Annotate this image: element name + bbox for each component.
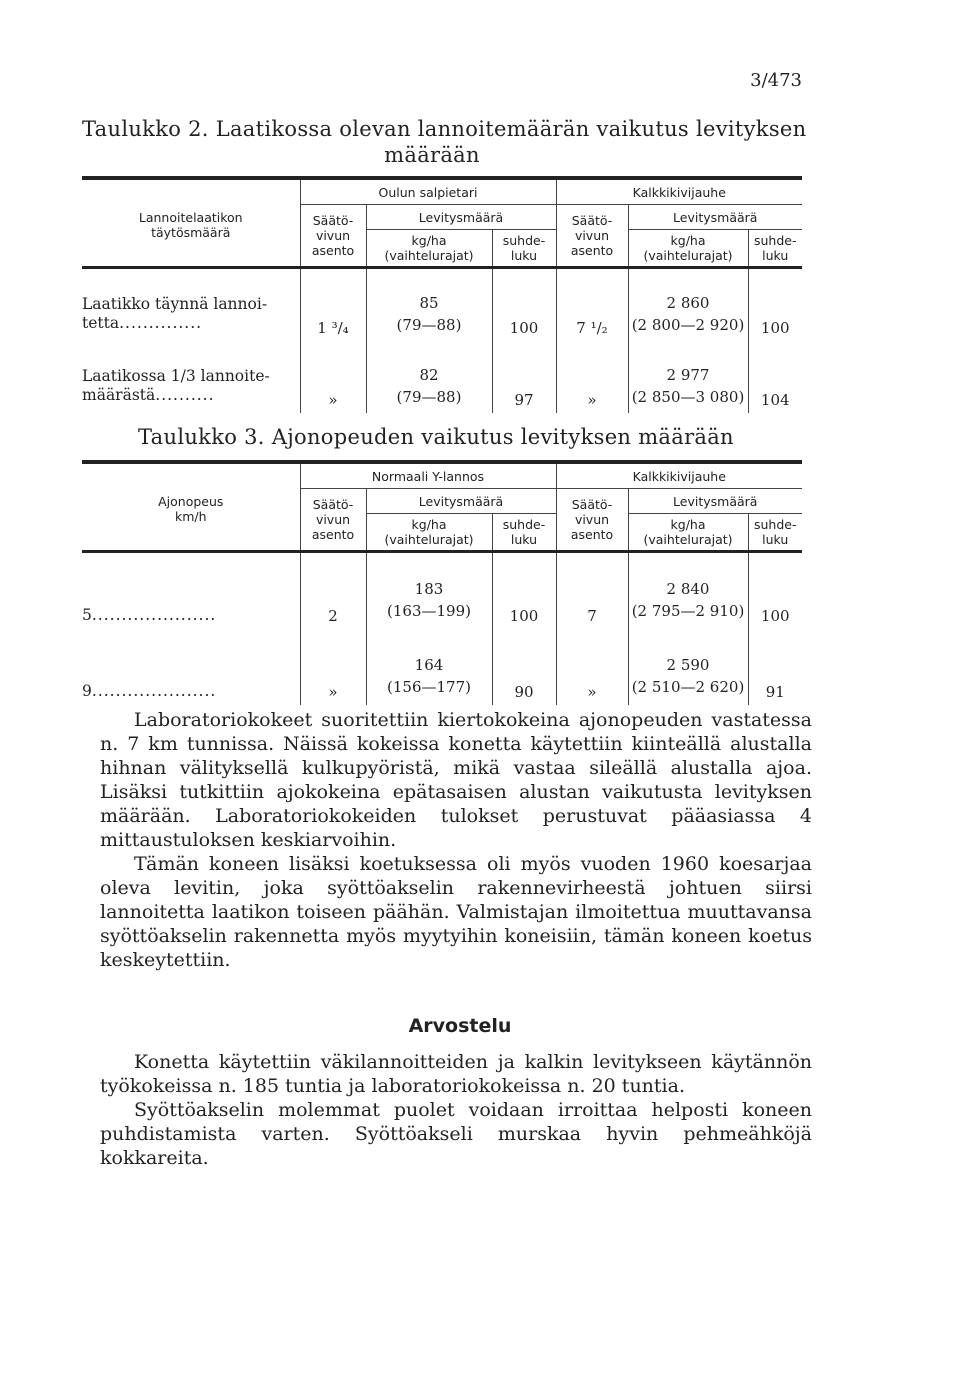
table2 — [82, 176, 802, 413]
table3-group1-header: Normaali Y-lannos — [300, 462, 556, 489]
table3-kgha-header-1: kg/ha (vaihtelurajat) — [366, 514, 492, 551]
table2-group2-header: Kalkkikivijauhe — [556, 178, 802, 205]
paragraph-feed-shaft: Syöttöakselin molemmat puolet voidaan irroittaa helposti koneen puhdistamista varten. Syöttöakseli murskaa hyvin pehmeähköjä kokkareita. — [100, 1099, 812, 1169]
table3-setting-header-1: Säätö- vivun asento — [300, 489, 366, 551]
table2-spread-header-2: Levitysmäärä — [628, 205, 802, 230]
table2-ratio-header-1: suhde- luku — [492, 230, 556, 267]
table3-ratio-header-1: suhde- luku — [492, 514, 556, 551]
table2-kgha-header-1: kg/ha (vaihtelurajat) — [366, 230, 492, 267]
table2-row-header: Lannoitelaatikon täytösmäärä — [138, 210, 243, 240]
table3-group2-header: Kalkkikivijauhe — [556, 462, 802, 489]
table2-setting-header-1: Säätö- vivun asento — [300, 205, 366, 267]
table2-title-line2: määrään — [384, 143, 480, 167]
table3-spread-header-2: Levitysmäärä — [628, 489, 802, 514]
table2-title-line1: Taulukko 2. Laatikossa olevan lannoitemäärän vaikutus levityksen — [82, 117, 807, 141]
table3-spread-header-1: Levitysmäärä — [366, 489, 556, 514]
section-heading: Arvostelu — [408, 1015, 512, 1037]
table3 — [82, 460, 802, 705]
table3-ratio-header-2: suhde- luku — [748, 514, 802, 551]
evaluation-text — [100, 1050, 812, 1170]
body-text — [100, 708, 812, 972]
table2-spread-header-1: Levitysmäärä — [366, 205, 556, 230]
table2-setting-header-2: Säätö- vivun asento — [556, 205, 628, 267]
page-number: 3/473 — [750, 70, 802, 91]
table2-title — [82, 116, 842, 168]
table2-kgha-header-2: kg/ha (vaihtelurajat) — [628, 230, 748, 267]
table3-kgha-header-2: kg/ha (vaihtelurajat) — [628, 514, 748, 551]
table-row: 9..................... » 164 (156—177) 90 » 2 590 (2 510—2 620) 91 — [82, 647, 802, 705]
table3-title: Taulukko 3. Ajonopeuden vaikutus levityksen määrään — [138, 425, 734, 449]
table-row: Laatikko täynnä lannoi- tetta.............. 1 ³/₄ 85 (79—88) 100 7 ¹/₂ 2 860 (2 800—2 920) 100 — [82, 287, 802, 341]
table-row: Laatikossa 1/3 lannoite- määrästä.......... » 82 (79—88) 97 » 2 977 (2 850—3 080) 104 — [82, 359, 802, 413]
paragraph-other-machine: Tämän koneen lisäksi koetuksessa oli myös vuoden 1960 koesarjaa oleva levitin, joka syöttöakselin rakennevirheestä johtuen siirsi lannoitetta laatikon toiseen päähän. Valmistajan ilmoitettua muuttavansa syöttöakselin rakennetta myös myytyihin koneisiin, tämän koneen koetus keskeytettiin. — [100, 853, 812, 971]
paragraph-lab-tests: Laboratoriokokeet suoritettiin kiertokokeina ajonopeuden vastatessa n. 7 km tunnissa. Näissä kokeissa konetta käytettiin kiinteällä alustalla hihnan välityksellä kulkupyöristä, mikä vastaa sileällä alustalla ajoa. Lisäksi tutkittiin ajokokeina epätasaisen alustan vaikutusta levityksen määrään. Laboratoriokokeiden tulokset perustuvat pääasiassa 4 mittaustuloksen keskiarvoihin. — [100, 709, 812, 851]
table3-setting-header-2: Säätö- vivun asento — [556, 489, 628, 551]
table-row: 5..................... 2 183 (163—199) 100 7 2 840 (2 795—2 910) 100 — [82, 571, 802, 629]
table2-ratio-header-2: suhde- luku — [748, 230, 802, 267]
table3-row-header: Ajonopeus km/h — [158, 494, 224, 524]
paragraph-usage: Konetta käytettiin väkilannoitteiden ja kalkin levitykseen käytännön työkokeissa n. 185 tuntia ja laboratoriokokeissa n. 20 tuntia. — [100, 1051, 812, 1097]
table2-group1-header: Oulun salpietari — [300, 178, 556, 205]
